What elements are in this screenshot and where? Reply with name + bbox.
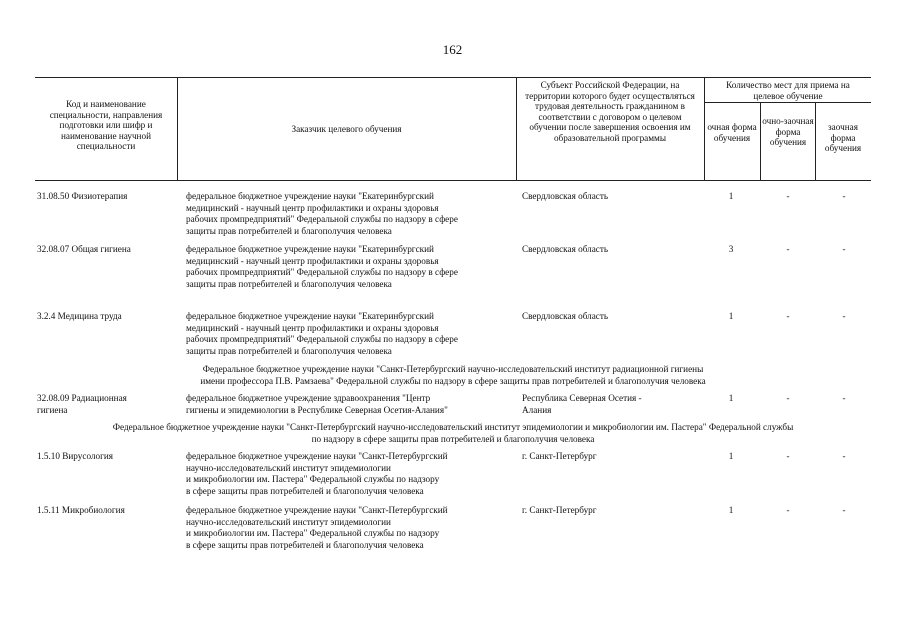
header-mixed: очно-заочная форма обучения bbox=[762, 116, 814, 148]
row-code: 32.08.09 Радиационная гигиена bbox=[37, 393, 127, 415]
row-fulltime: 1 bbox=[728, 505, 734, 515]
row-distance: - bbox=[842, 191, 846, 201]
header-code: Код и наименование специальности, направления подготовки или шифр и наименование научной специальности bbox=[49, 99, 163, 152]
row-fulltime: 1 bbox=[728, 451, 734, 461]
row-customer: федеральное бюджетное учреждение науки "Екатеринбургский медицинский - научный центр профилактики и охраны здоровья рабочих промпредприятий" Федеральной службы по надзору в сфере защиты прав потребителей и благополучия человека bbox=[186, 191, 458, 236]
header-fulltime: очная форма обучения bbox=[707, 122, 757, 143]
header-divider bbox=[760, 102, 761, 180]
header-subject: Субъект Российской Федерации, на территории которого будет осуществляться трудовая деятельность гражданином в соответствии с договором о целевом обучении после завершения освоения им образовательной программы bbox=[525, 80, 695, 143]
row-subject: Свердловская область bbox=[522, 244, 609, 254]
header-divider bbox=[177, 77, 178, 180]
row-code: 31.08.50 Физиотерапия bbox=[37, 191, 128, 201]
header-subrule bbox=[704, 102, 871, 103]
row-subject: г. Санкт-Петербург bbox=[522, 451, 597, 461]
row-customer: федеральное бюджетное учреждение науки "Екатеринбургский медицинский - научный центр профилактики и охраны здоровья рабочих промпредприятий" Федеральной службы по надзору в сфере защиты прав потребителей и благополучия человека bbox=[186, 244, 458, 289]
header-distance: заочная форма обучения bbox=[824, 122, 862, 154]
row-code: 1.5.11 Микробиология bbox=[37, 505, 125, 515]
header-divider bbox=[815, 102, 816, 180]
row-fulltime: 3 bbox=[728, 244, 734, 254]
organization-heading: Федеральное бюджетное учреждение науки "Санкт-Петербургский научно-исследовательский институт радиационной гигиены имени профессора П.В. Рамзаева" Федеральной службы по надзору в сфере защиты прав потребителей и благополучия человека bbox=[200, 364, 706, 386]
header-divider bbox=[704, 77, 705, 180]
row-customer: федеральное бюджетное учреждение науки "Санкт-Петербургский научно-исследовательский институт эпидемиологии и микробиологии им. Пастера" Федеральной службы по надзору в сфере защиты прав потребителей и благополучия человека bbox=[186, 505, 448, 550]
row-code: 32.08.07 Общая гигиена bbox=[37, 244, 131, 254]
row-distance: - bbox=[842, 505, 846, 515]
organization-heading: Федеральное бюджетное учреждение науки "Санкт-Петербургский научно-исследовательский институт эпидемиологии и микробиологии им. Пастера" Федеральной службы по надзору в сфере защиты прав потребителей и благополучия человека bbox=[112, 422, 794, 444]
row-subject: г. Санкт-Петербург bbox=[522, 505, 597, 515]
row-distance: - bbox=[842, 244, 846, 254]
row-distance: - bbox=[842, 311, 846, 321]
row-fulltime: 1 bbox=[728, 191, 734, 201]
row-fulltime: 1 bbox=[728, 393, 734, 403]
row-distance: - bbox=[842, 451, 846, 461]
row-subject: Республика Северная Осетия - Алания bbox=[522, 393, 642, 415]
header-customer: Заказчик целевого обучения bbox=[291, 124, 402, 134]
row-subject: Свердловская область bbox=[522, 191, 609, 201]
header-bottom-rule bbox=[35, 180, 871, 181]
header-divider bbox=[516, 77, 517, 180]
row-mixed: - bbox=[786, 505, 790, 515]
row-code: 1.5.10 Вирусология bbox=[37, 451, 114, 461]
row-mixed: - bbox=[786, 244, 790, 254]
row-mixed: - bbox=[786, 393, 790, 403]
row-mixed: - bbox=[786, 451, 790, 461]
row-code: 3.2.4 Медицина труда bbox=[37, 311, 122, 321]
header-places: Количество мест для приема на целевое обучение bbox=[726, 80, 850, 101]
row-distance: - bbox=[842, 393, 846, 403]
row-mixed: - bbox=[786, 311, 790, 321]
row-subject: Свердловская область bbox=[522, 311, 609, 321]
row-mixed: - bbox=[786, 191, 790, 201]
row-customer: федеральное бюджетное учреждение здравоохранения "Центр гигиены и эпидемиологии в Республике Северная Осетия-Алания" bbox=[186, 393, 448, 415]
row-customer: федеральное бюджетное учреждение науки "Екатеринбургский медицинский - научный центр профилактики и охраны здоровья рабочих промпредприятий" Федеральной службы по надзору в сфере защиты прав потребителей и благополучия человека bbox=[186, 311, 458, 356]
page-number: 162 bbox=[442, 42, 463, 57]
row-customer: федеральное бюджетное учреждение науки "Санкт-Петербургский научно-исследовательский институт эпидемиологии и микробиологии им. Пастера" Федеральной службы по надзору в сфере защиты прав потребителей и благополучия человека bbox=[186, 451, 448, 496]
header-top-rule bbox=[35, 77, 871, 78]
row-fulltime: 1 bbox=[728, 311, 734, 321]
